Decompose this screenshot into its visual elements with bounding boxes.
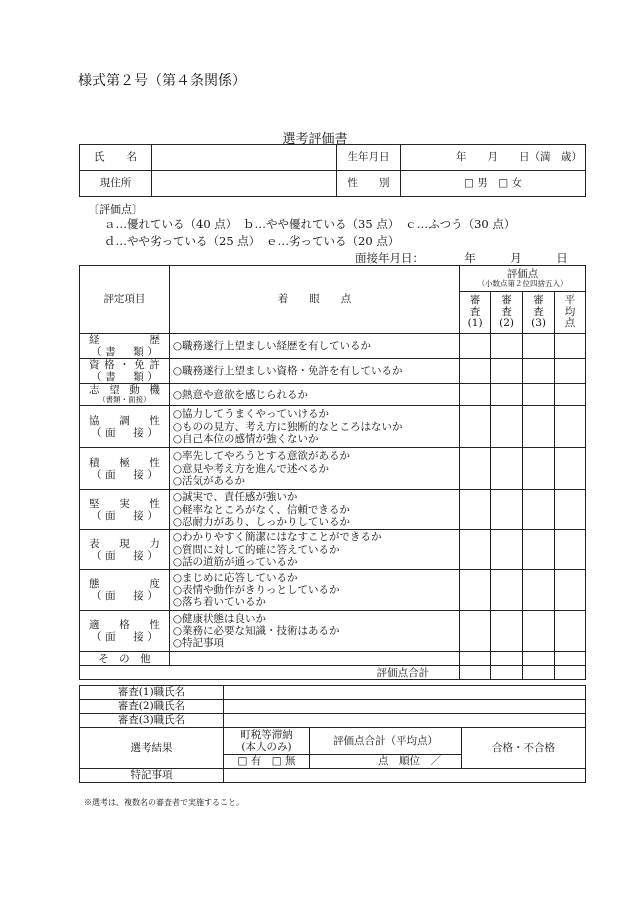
score-reviewer-2-cell[interactable] xyxy=(491,359,523,384)
score-average-cell[interactable] xyxy=(555,490,586,530)
evaluation-item-name xyxy=(80,406,170,448)
evaluation-item-title: 堅実性 xyxy=(89,497,160,510)
criterion-text: ○職務遂行上望ましい経歴を有しているか xyxy=(172,339,372,352)
reviewer-1-field[interactable] xyxy=(224,686,586,700)
evaluation-item-title: 協調性 xyxy=(89,414,160,427)
score-reviewer-2-cell[interactable] xyxy=(491,530,523,570)
scale-heading: 〔評価点〕 xyxy=(88,203,143,216)
other-score-2[interactable] xyxy=(491,652,523,666)
score-heading: 評価点 xyxy=(506,267,539,280)
evaluation-item-method: （書 類） xyxy=(91,346,158,359)
criterion-text: ○率先してやろうとする意欲があるか xyxy=(172,450,351,463)
criterion-text: ○活気があるか xyxy=(172,474,246,487)
score-reviewer-2-cell[interactable] xyxy=(491,490,523,530)
gender-label: 性 別 xyxy=(337,171,401,197)
dob-field[interactable]: 年 月 日（満 歳） xyxy=(401,145,586,171)
score-reviewer-2-cell[interactable] xyxy=(491,334,523,359)
evaluation-criteria xyxy=(169,448,459,490)
score-reviewer-3-cell[interactable] xyxy=(523,530,555,570)
evaluation-item-method: （面 接） xyxy=(91,509,158,522)
score-rank-field[interactable]: 点 順位 ／ xyxy=(310,755,462,769)
evaluation-criteria xyxy=(169,530,459,570)
score-reviewer-3-cell[interactable] xyxy=(523,611,555,652)
score-reviewer-1-cell[interactable] xyxy=(460,384,491,406)
evaluation-row xyxy=(80,384,586,406)
footnote: ※選考は、複数名の審査者で実施すること。 xyxy=(84,798,244,807)
score-rounding-note: （小数点第２位四捨五入） xyxy=(477,279,568,289)
total-score-1[interactable] xyxy=(460,666,491,680)
criterion-text: ○軽率なところがなく、信頼できるか xyxy=(172,503,350,516)
address-field[interactable] xyxy=(152,171,337,197)
criterion-text: ○誠実で、責任感が強いか xyxy=(172,491,298,504)
evaluation-item-method: （書 類） xyxy=(91,371,158,384)
score-reviewer-1-cell[interactable] xyxy=(460,570,491,611)
evaluation-criteria xyxy=(169,570,459,611)
other-viewpoint[interactable] xyxy=(169,652,459,666)
criterion-text: ○まじめに応答しているか xyxy=(172,571,298,584)
reviewer-3-field[interactable] xyxy=(224,714,586,728)
score-average-cell[interactable] xyxy=(555,530,586,570)
evaluation-item-title: 態 度 xyxy=(89,578,160,591)
pass-fail-field[interactable]: 合格・不合格 xyxy=(462,728,586,769)
evaluation-item-title: 積極性 xyxy=(89,456,160,469)
applicant-info-table xyxy=(79,144,586,197)
score-reviewer-3-cell[interactable] xyxy=(523,384,555,406)
other-score-avg[interactable] xyxy=(555,652,586,666)
score-reviewer-2-cell[interactable] xyxy=(491,406,523,448)
evaluation-item-title: 志望動機 xyxy=(89,384,160,397)
evaluation-criteria xyxy=(169,384,459,406)
gender-options[interactable]: □ 男 □ 女 xyxy=(401,171,586,197)
score-reviewer-3-cell[interactable] xyxy=(523,448,555,490)
score-average-cell[interactable] xyxy=(555,448,586,490)
criterion-text: ○意見や考え方を進んで述べるか xyxy=(172,462,330,475)
reviewer-2-label: 審査(2)職氏名 xyxy=(80,700,224,714)
evaluation-item-method: （面 接） xyxy=(91,468,158,481)
criterion-text: ○忍耐力があり、しっかりしているか xyxy=(172,515,351,528)
criterion-text: ○協力してうまくやっていけるか xyxy=(172,408,330,421)
evaluation-item-method: （面 接） xyxy=(91,426,158,439)
score-reviewer-3-cell[interactable] xyxy=(523,406,555,448)
reviewer-3-label: 審査(3)職氏名 xyxy=(80,714,224,728)
criterion-text: ○業務に必要な知識・技術はあるか xyxy=(172,625,340,638)
form-number: 様式第２号（第４条関係） xyxy=(78,73,246,89)
result-label: 選考結果 xyxy=(80,728,224,769)
col-header-average: 平 均 点 xyxy=(555,292,586,334)
col-header-score xyxy=(460,266,586,292)
score-average-cell[interactable] xyxy=(555,384,586,406)
score-average-cell[interactable] xyxy=(555,611,586,652)
score-reviewer-3-cell[interactable] xyxy=(523,570,555,611)
evaluation-row xyxy=(80,406,586,448)
evaluation-row xyxy=(80,448,586,490)
col-header-reviewer-3: 審 査 (3) xyxy=(523,292,555,334)
evaluation-item-name xyxy=(80,611,170,652)
evaluation-item-name xyxy=(80,530,170,570)
score-reviewer-2-cell[interactable] xyxy=(491,570,523,611)
evaluation-item-title: 適格性 xyxy=(89,619,160,632)
evaluation-item-name xyxy=(80,384,170,406)
total-score-3[interactable] xyxy=(523,666,555,680)
scale-line-1: ａ…優れている（40 点） ｂ…やや優れている（35 点） ｃ…ふつう（30 点） xyxy=(104,217,516,231)
evaluation-criteria xyxy=(169,406,459,448)
score-reviewer-2-cell[interactable] xyxy=(491,384,523,406)
evaluation-item-title: 経 歴 xyxy=(89,334,160,346)
document-title: 選考評価書 xyxy=(282,132,348,147)
evaluation-table xyxy=(79,265,586,680)
score-reviewer-3-cell[interactable] xyxy=(523,490,555,530)
score-reviewer-3-cell[interactable] xyxy=(523,359,555,384)
address-label: 現住所 xyxy=(80,171,152,197)
col-header-reviewer-1: 審 査 (1) xyxy=(460,292,491,334)
other-score-3[interactable] xyxy=(523,652,555,666)
reviewer-2-field[interactable] xyxy=(224,700,586,714)
tax-status-field[interactable]: □ 有 □ 無 xyxy=(224,755,310,769)
score-average-cell[interactable] xyxy=(555,359,586,384)
score-reviewer-1-cell[interactable] xyxy=(460,334,491,359)
evaluation-criteria xyxy=(169,359,459,384)
evaluation-row xyxy=(80,611,586,652)
criterion-text: ○質問に対して的確に答えているか xyxy=(172,543,340,556)
evaluation-item-title: 表現力 xyxy=(89,537,160,550)
evaluation-item-name xyxy=(80,359,170,384)
criterion-text: ○職務遂行上望ましい資格・免許を有しているか xyxy=(172,365,403,377)
evaluation-item-name xyxy=(80,490,170,530)
score-reviewer-3-cell[interactable] xyxy=(523,334,555,359)
score-reviewer-1-cell[interactable] xyxy=(460,448,491,490)
reviewer-1-label: 審査(1)職氏名 xyxy=(80,686,224,700)
evaluation-item-method: （面 接） xyxy=(91,590,158,603)
other-label: そ の 他 xyxy=(80,652,170,666)
tax-label: 町税等滞納 (本人のみ) xyxy=(224,728,310,755)
evaluation-criteria xyxy=(169,490,459,530)
score-average-cell[interactable] xyxy=(555,570,586,611)
score-average-cell[interactable] xyxy=(555,406,586,448)
score-reviewer-1-cell[interactable] xyxy=(460,406,491,448)
evaluation-row xyxy=(80,334,586,359)
score-reviewer-1-cell[interactable] xyxy=(460,611,491,652)
dob-label: 生年月日 xyxy=(337,145,401,171)
average-score-label: 評価点合計（平均点） xyxy=(310,728,462,755)
criterion-text: ○ものの見方、考え方に独断的なところはないか xyxy=(172,420,403,433)
evaluation-item-method: （面 接） xyxy=(91,549,158,562)
remarks-label: 特記事項 xyxy=(80,769,224,783)
scale-line-2: ｄ…やや劣っている（25 点） ｅ…劣っている（20 点） xyxy=(104,234,400,248)
score-reviewer-1-cell[interactable] xyxy=(460,490,491,530)
interview-date: 面接年月日： 年 月 日 xyxy=(355,251,568,265)
score-reviewer-1-cell[interactable] xyxy=(460,359,491,384)
score-reviewer-2-cell[interactable] xyxy=(491,448,523,490)
total-label: 評価点合計 xyxy=(80,666,460,680)
other-score-1[interactable] xyxy=(460,652,491,666)
evaluation-item-method: （書類・面接） xyxy=(98,395,151,405)
evaluation-row xyxy=(80,530,586,570)
evaluation-item-method: （面 接） xyxy=(91,631,158,644)
name-label: 氏 名 xyxy=(80,145,152,171)
evaluation-item-name xyxy=(80,570,170,611)
evaluation-row xyxy=(80,359,586,384)
criterion-text: ○表情や動作がきりっとしているか xyxy=(172,584,340,597)
result-table xyxy=(79,685,586,783)
col-header-viewpoint: 着 眼 点 xyxy=(169,266,459,334)
total-score-avg[interactable] xyxy=(555,666,586,680)
evaluation-row xyxy=(80,490,586,530)
evaluation-criteria xyxy=(169,611,459,652)
score-reviewer-2-cell[interactable] xyxy=(491,611,523,652)
criterion-text: ○健康状態は良いか xyxy=(172,612,267,625)
evaluation-item-name xyxy=(80,334,170,359)
criterion-text: ○わかりやすく簡潔にはなすことができるか xyxy=(172,531,382,544)
criterion-text: ○話の道筋が通っているか xyxy=(172,555,298,568)
score-average-cell[interactable] xyxy=(555,334,586,359)
criterion-text: ○自己本位の感情が強くないか xyxy=(172,432,319,445)
score-reviewer-1-cell[interactable] xyxy=(460,530,491,570)
remarks-field[interactable] xyxy=(224,769,586,783)
evaluation-criteria xyxy=(169,334,459,359)
col-header-reviewer-2: 審 査 (2) xyxy=(491,292,523,334)
name-field[interactable] xyxy=(152,145,337,171)
criterion-text: ○特記事項 xyxy=(172,637,225,650)
criterion-text: ○落ち着いているか xyxy=(172,596,267,609)
evaluation-item-title: 資格・免許 xyxy=(89,359,160,372)
evaluation-item-name xyxy=(80,448,170,490)
criterion-text: ○熱意や意欲を感じられるか xyxy=(172,388,309,401)
col-header-item: 評定項目 xyxy=(80,266,170,334)
total-score-2[interactable] xyxy=(491,666,523,680)
evaluation-row xyxy=(80,570,586,611)
